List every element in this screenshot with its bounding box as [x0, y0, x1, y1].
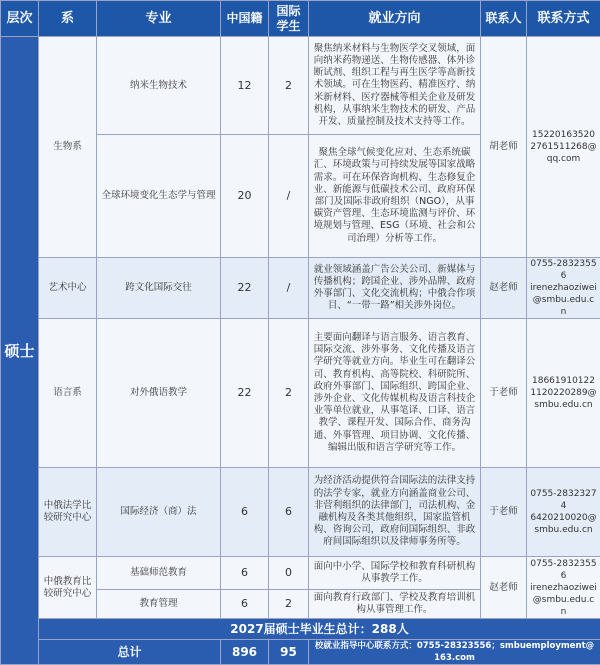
contact-person: 于老师 [481, 319, 527, 468]
contact-info [527, 319, 600, 468]
header-major: 专业 [97, 1, 221, 37]
intl-count: / [269, 135, 309, 258]
summary-row [1, 619, 600, 640]
contact-phone: 15220163520 [530, 129, 597, 141]
career-text: 为经济活动提供符合国际法的法律支持的法学专家，就业方向涵盖商业公司、非营利组织的法律部门，司法机构、金融机构及各类其他组织，国家监管机构、咨询公司，政府间国际组织、非政府间国际组织以及律师事务所等。 [309, 468, 481, 557]
table-row [1, 468, 600, 557]
career-text: 聚焦纳米材料与生物医学交叉领域，面向纳米药物递送、生物传感器、体外诊断试剂、组织工程与再生医学等高新技术领域。可在生物医药、精准医疗、纳米新材料、医疗器械等相关企业及研发机构，从事纳米生物技术的研发、产品开发、质量控制及技术支持等工作。 [309, 37, 481, 135]
contact-info [527, 258, 600, 319]
summary-text: 2027届硕士毕业生总计：288人 [39, 619, 600, 640]
header-chinese: 中国籍 [221, 1, 269, 37]
footer-intl-total: 95 [269, 640, 309, 665]
table-row [1, 319, 600, 468]
career-text: 面向教育行政部门、学校及教育培训机构从事管理工作。 [309, 590, 481, 619]
intl-count: 6 [269, 468, 309, 557]
major-cell: 纳米生物技术 [97, 37, 221, 135]
footer-contact-note: 校就业指导中心联系方式：0755-28323556；smbuemployment@163.com [309, 640, 600, 665]
dept-cell: 艺术中心 [39, 258, 97, 319]
career-text: 就业领域涵盖广告公关公司、新媒体与传播机构；跨国企业、涉外品牌、政府外事部门、文化交流机构；中俄合作项目、“一带一路”相关涉外岗位。 [309, 258, 481, 319]
dept-cell: 中俄法学比较研究中心 [39, 468, 97, 557]
header-career: 就业方向 [309, 1, 481, 37]
intl-count: 2 [269, 37, 309, 135]
header-contact-info: 联系方式 [527, 1, 600, 37]
contact-info [527, 557, 600, 619]
dept-cell: 中俄教育比较研究中心 [39, 557, 97, 619]
header-intl: 国际学生 [269, 1, 309, 37]
contact-person: 于老师 [481, 468, 527, 557]
major-cell: 对外俄语教学 [97, 319, 221, 468]
career-text: 面向中小学、国际学校和教育科研机构从事教学工作。 [309, 557, 481, 590]
dept-cell: 生物系 [39, 37, 97, 258]
intl-count: / [269, 258, 309, 319]
contact-person: 赵老师 [481, 258, 527, 319]
contact-info [527, 468, 600, 557]
level-cell: 硕士 [1, 37, 39, 665]
contact-person: 胡老师 [481, 37, 527, 258]
contact-phone: 0755-28323556 [530, 258, 597, 282]
career-text: 主要面向翻译与语言服务、语言教育、国际交流、涉外事务、文化传播及语言学研究等就业方向。毕业生可在翻译公司、教育机构、高等院校、科研院所、政府外事部门、国际组织、跨国企业、涉外企业、文化传媒机构及语言科技企业等单位就业，从事笔译、口译、语言教学、课程开发、国际合作、商务沟通、外事管理、项目协调、文化传播、编辑出版和语言学研究等工作。 [309, 319, 481, 468]
chinese-count: 6 [221, 557, 269, 590]
header-dept: 系 [39, 1, 97, 37]
contact-person: 赵老师 [481, 557, 527, 619]
contact-email: 1120220289@smbu.edu.cn [530, 387, 597, 411]
chinese-count: 6 [221, 590, 269, 619]
major-cell: 教育管理 [97, 590, 221, 619]
major-cell: 国际经济（商）法 [97, 468, 221, 557]
table-row [1, 258, 600, 319]
chinese-count: 12 [221, 37, 269, 135]
contact-phone: 0755-28323556 [530, 558, 597, 582]
contact-email: 6420210020@smbu.edu.cn [530, 512, 597, 536]
career-text: 聚焦全球气候变化应对、生态系统碳汇、环境政策与可持续发展等国家战略需求。可在环保咨询机构、生态修复企业、新能源与低碳技术公司、政府环保部门及国际非政府组织（NGO），从事碳资产管理、生态环境监测与评价、环境规划与管理、ESG（环境、社会和公司治理）分析等工作。 [309, 135, 481, 258]
header-level: 层次 [1, 1, 39, 37]
contact-info [527, 37, 600, 258]
table-row [1, 37, 600, 135]
intl-count: 2 [269, 590, 309, 619]
contact-email: irenezhaoziwei@smbu.edu.cn [530, 582, 597, 618]
footer-label: 总计 [39, 640, 221, 665]
major-cell: 全球环境变化生态学与管理 [97, 135, 221, 258]
major-cell: 基础师范教育 [97, 557, 221, 590]
chinese-count: 22 [221, 258, 269, 319]
major-cell: 跨文化国际交往 [97, 258, 221, 319]
chinese-count: 6 [221, 468, 269, 557]
footer-chinese-total: 896 [221, 640, 269, 665]
contact-phone: 18661910122 [530, 375, 597, 387]
table-row [1, 557, 600, 590]
intl-count: 0 [269, 557, 309, 590]
chinese-count: 20 [221, 135, 269, 258]
contact-email: irenezhaoziwei@smbu.edu.cn [530, 282, 597, 318]
header-contact-person: 联系人 [481, 1, 527, 37]
dept-cell: 语言系 [39, 319, 97, 468]
chinese-count: 22 [221, 319, 269, 468]
intl-count: 2 [269, 319, 309, 468]
contact-email: 2761511268@qq.com [530, 141, 597, 165]
contact-phone: 0755-28323274 [530, 488, 597, 512]
